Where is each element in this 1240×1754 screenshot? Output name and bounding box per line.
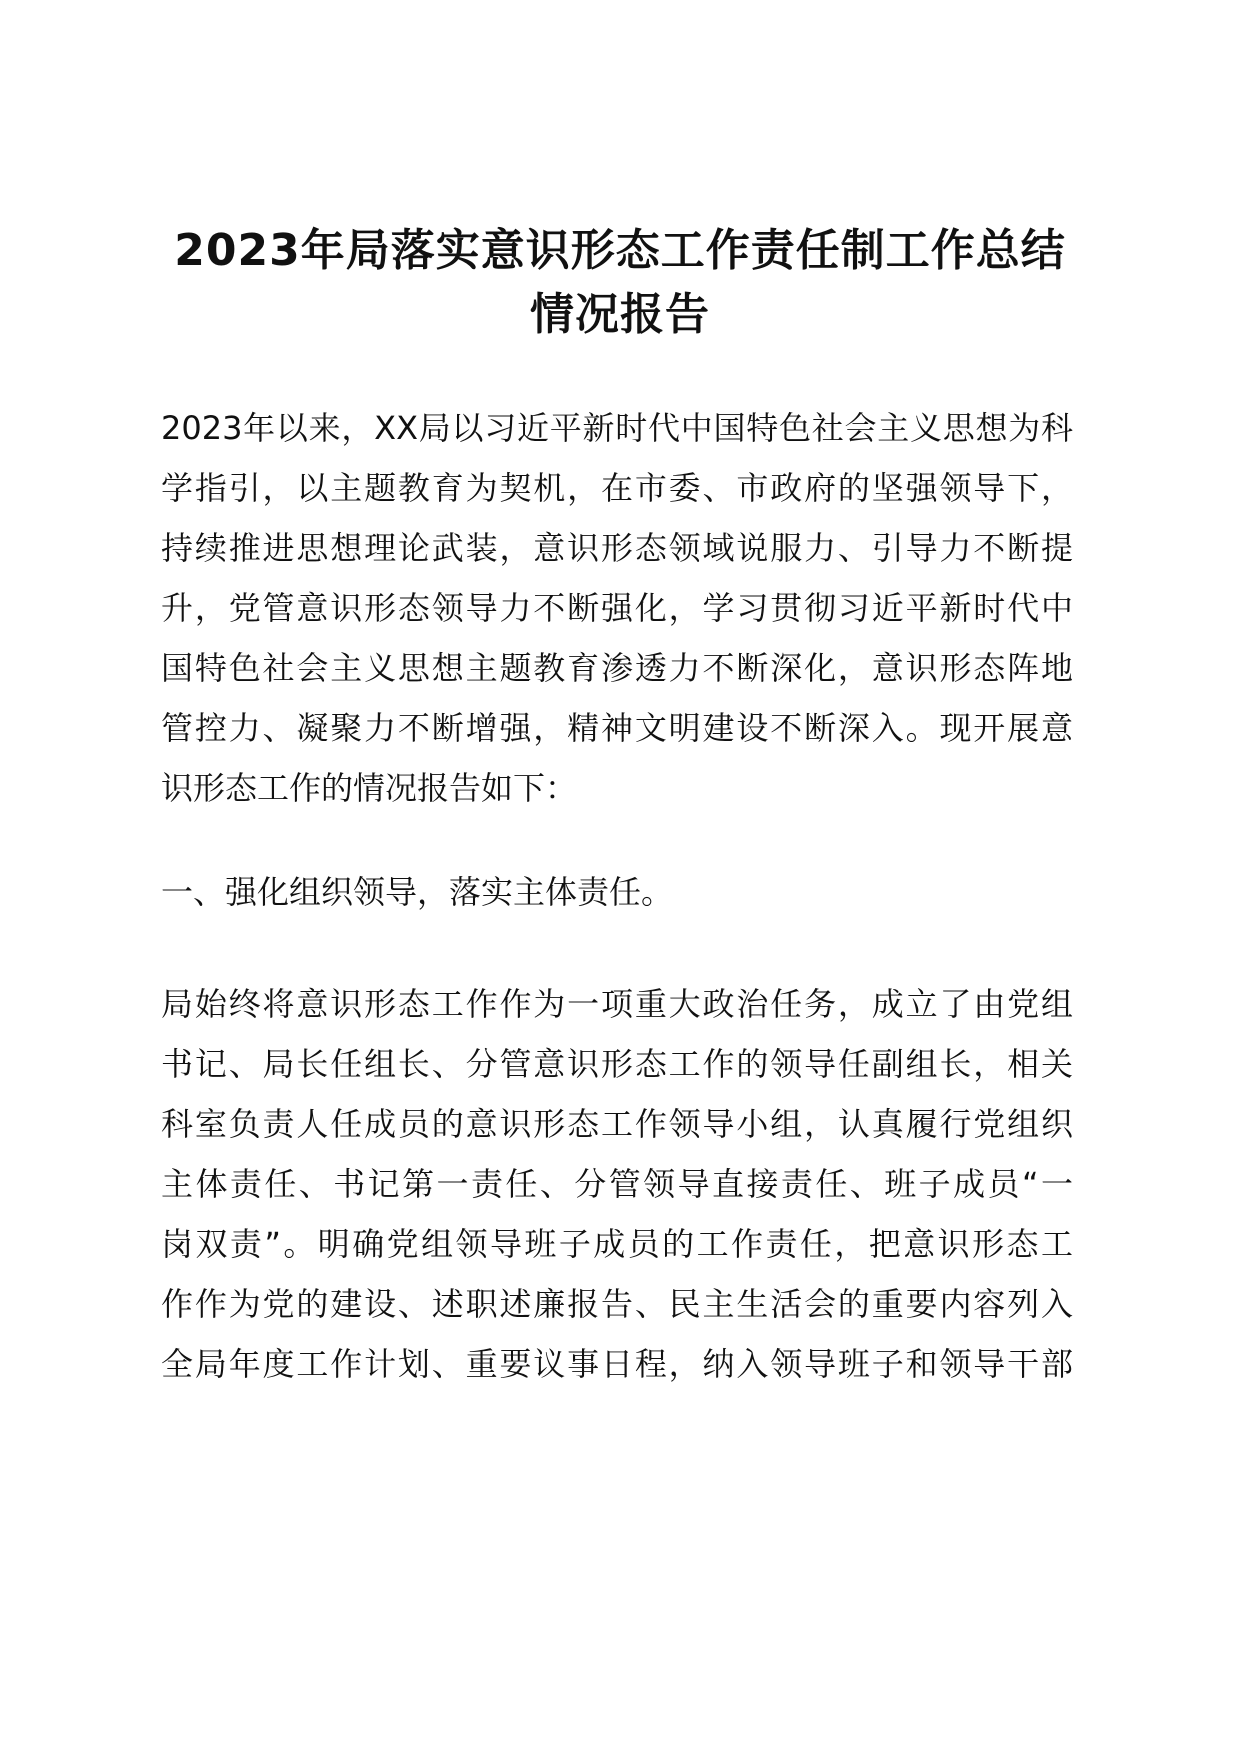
- section-1-line: 主体责任、书记第一责任、分管领导直接责任、班子成员“一: [161, 1165, 1073, 1203]
- intro-line: 识形态工作的情况报告如下：: [161, 769, 578, 807]
- intro-line: 管控力、凝聚力不断增强，精神文明建设不断深入。现开展意: [161, 709, 1073, 747]
- section-1-heading: 一、强化组织领导，落实主体责任。: [161, 873, 674, 911]
- section-1-line: 书记、局长任组长、分管意识形态工作的领导任副组长，相关: [161, 1045, 1073, 1083]
- document-title-line-1: 2023年局落实意识形态工作责任制工作总结: [174, 225, 1066, 276]
- intro-line: 学指引，以主题教育为契机，在市委、市政府的坚强领导下，: [161, 469, 1073, 507]
- section-1-line: 科室负责人任成员的意识形态工作领导小组，认真履行党组织: [161, 1105, 1073, 1143]
- section-1-line: 岗双责”。明确党组领导班子成员的工作责任，把意识形态工: [161, 1225, 1073, 1263]
- intro-line: 2023年以来，XX局以习近平新时代中国特色社会主义思想为科: [161, 409, 1073, 447]
- intro-line: 持续推进思想理论武装，意识形态领域说服力、引导力不断提: [161, 529, 1073, 567]
- section-1-line: 局始终将意识形态工作作为一项重大政治任务，成立了由党组: [161, 985, 1073, 1023]
- section-1-line: 作作为党的建设、述职述廉报告、民主生活会的重要内容列入: [161, 1285, 1073, 1323]
- section-1-line: 全局年度工作计划、重要议事日程，纳入领导班子和领导干部: [161, 1345, 1073, 1383]
- intro-line: 国特色社会主义思想主题教育渗透力不断深化，意识形态阵地: [161, 649, 1073, 687]
- document-title-line-2: 情况报告: [530, 289, 710, 340]
- intro-line: 升，党管意识形态领导力不断强化，学习贯彻习近平新时代中: [161, 589, 1073, 627]
